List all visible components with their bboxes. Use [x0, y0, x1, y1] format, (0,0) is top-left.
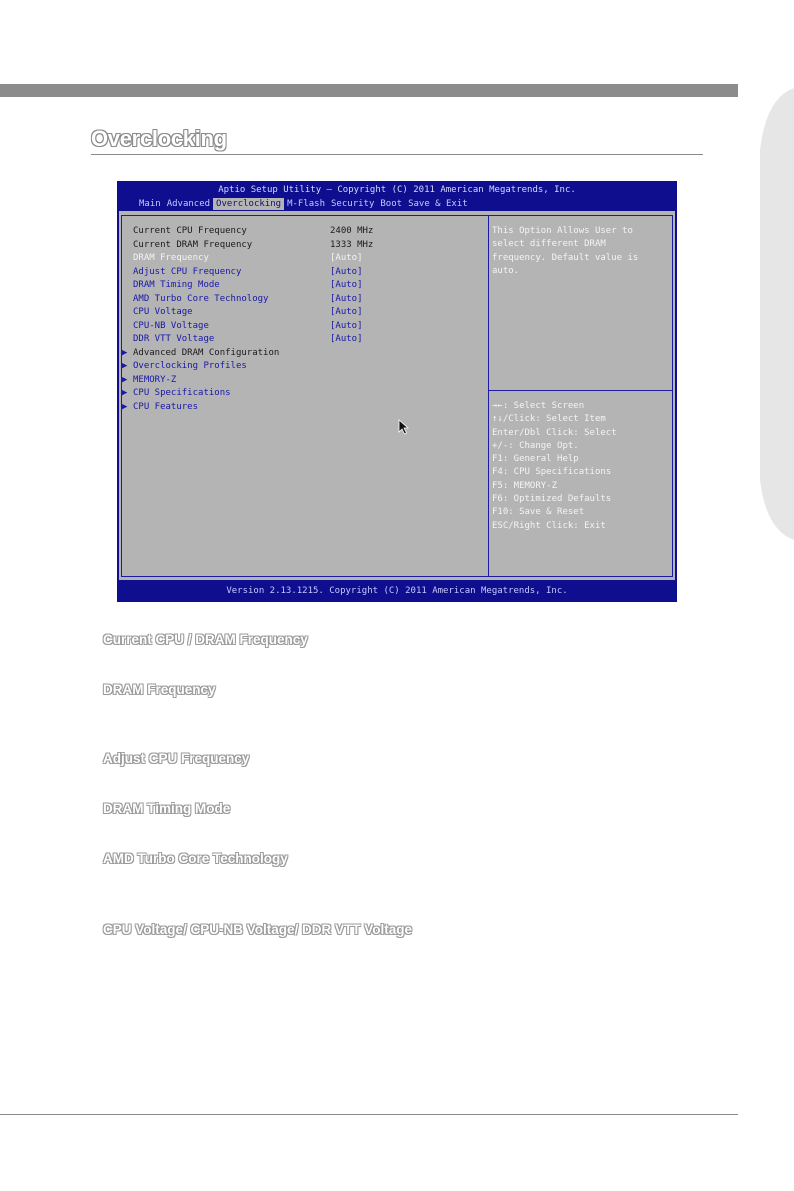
- triangle-right-icon: ▶: [122, 388, 128, 398]
- setting-label: Current DRAM Frequency: [133, 239, 253, 250]
- submenu-label: CPU Features: [133, 401, 199, 412]
- tab-main[interactable]: Main: [139, 199, 161, 209]
- help-line: This Option Allows User to: [492, 226, 633, 236]
- section-title: Overclocking: [91, 126, 227, 151]
- bios-footer: Version 2.13.1215. Copyright (C) 2011 American Megatrends, Inc.: [226, 586, 568, 596]
- bios-tab-bar: [136, 198, 471, 210]
- bios-screenshot: [117, 181, 677, 602]
- heading-amd-turbo-core: AMD Turbo Core Technology: [103, 851, 288, 866]
- setting-value[interactable]: [Auto]: [330, 320, 363, 331]
- key-legend: [492, 400, 670, 533]
- key-hint: F5: MEMORY-Z: [492, 480, 558, 491]
- page-header-bar: [0, 84, 738, 97]
- triangle-right-icon: ▶: [122, 374, 128, 385]
- help-line: select different DRAM: [492, 239, 606, 250]
- tab-advanced[interactable]: Advanced: [166, 199, 211, 209]
- heading-dram-timing-mode: DRAM Timing Mode: [103, 801, 231, 816]
- bios-horizontal-divider: [489, 390, 673, 391]
- heading-adjust-cpu-frequency: Adjust CPU Frequency: [103, 751, 250, 766]
- setting-value[interactable]: [Auto]: [330, 334, 363, 344]
- triangle-right-icon: ▶: [122, 361, 128, 371]
- submenu-label: Advanced DRAM Configuration: [133, 347, 280, 358]
- setting-value[interactable]: [Auto]: [330, 253, 363, 263]
- setting-value[interactable]: [Auto]: [330, 293, 363, 304]
- setting-label: DDR VTT Voltage: [133, 334, 215, 344]
- submenu-overclocking-profiles[interactable]: [122, 360, 247, 373]
- key-hint: F6: Optimized Defaults: [492, 494, 612, 505]
- key-hint: F1: General Help: [492, 454, 579, 465]
- setting-label: DRAM Frequency: [133, 253, 209, 263]
- setting-label: CPU Voltage: [133, 307, 193, 317]
- mouse-pointer-icon: [398, 419, 410, 435]
- key-hint: ESC/Right Click: Exit: [492, 520, 606, 531]
- submenu-memory-z[interactable]: [122, 374, 176, 387]
- triangle-right-icon: ▶: [122, 347, 128, 358]
- heading-voltages: CPU Voltage/ CPU-NB Voltage/ DDR VTT Voltage: [103, 922, 413, 937]
- tab-boot[interactable]: Boot: [380, 199, 403, 209]
- footer-rule: [0, 1114, 738, 1115]
- help-text: [492, 225, 668, 278]
- submenu-label: MEMORY-Z: [133, 374, 177, 385]
- setting-value[interactable]: [Auto]: [330, 266, 363, 277]
- help-line: auto.: [492, 265, 520, 276]
- submenu-advanced-dram-configuration[interactable]: [122, 347, 279, 360]
- setting-label: CPU-NB Voltage: [133, 320, 209, 331]
- tab-save-exit[interactable]: Save & Exit: [408, 199, 468, 209]
- setting-value[interactable]: [Auto]: [330, 307, 363, 317]
- heading-dram-frequency: DRAM Frequency: [103, 682, 216, 697]
- tab-security[interactable]: Security: [331, 199, 375, 209]
- tab-overclocking[interactable]: Overclocking: [213, 198, 284, 210]
- title-underline: [91, 154, 703, 155]
- key-hint: +/-: Change Opt.: [492, 440, 579, 451]
- setting-value: 1333 MHz: [330, 239, 374, 250]
- submenu-label: Overclocking Profiles: [133, 361, 247, 371]
- submenu-label: CPU Specifications: [133, 388, 231, 398]
- triangle-right-icon: ▶: [122, 401, 128, 412]
- submenu-cpu-specifications[interactable]: [122, 387, 231, 400]
- setting-label: DRAM Timing Mode: [133, 280, 220, 290]
- bios-vertical-divider: [488, 215, 489, 577]
- heading-current-cpu-dram-frequency: Current CPU / DRAM Frequency: [103, 632, 308, 647]
- setting-label: Current CPU Frequency: [133, 226, 247, 236]
- key-hint: →←: Select Screen: [492, 401, 585, 411]
- setting-value[interactable]: [Auto]: [330, 280, 363, 290]
- key-hint: F10: Save & Reset: [492, 507, 585, 518]
- bios-main-panel: [119, 211, 675, 580]
- help-line: frequency. Default value is: [492, 252, 639, 263]
- submenu-cpu-features[interactable]: [122, 401, 198, 414]
- setting-label: Adjust CPU Frequency: [133, 266, 242, 277]
- key-hint: Enter/Dbl Click: Select: [492, 427, 617, 438]
- tab-m-flash[interactable]: M-Flash: [287, 199, 326, 209]
- setting-label: AMD Turbo Core Technology: [133, 293, 269, 304]
- key-hint: ↑↓/Click: Select Item: [492, 414, 606, 425]
- bios-title: Aptio Setup Utility – Copyright (C) 2011 American Megatrends, Inc.: [218, 185, 576, 195]
- key-hint: F4: CPU Specifications: [492, 467, 612, 478]
- setting-value: 2400 MHz: [330, 226, 374, 236]
